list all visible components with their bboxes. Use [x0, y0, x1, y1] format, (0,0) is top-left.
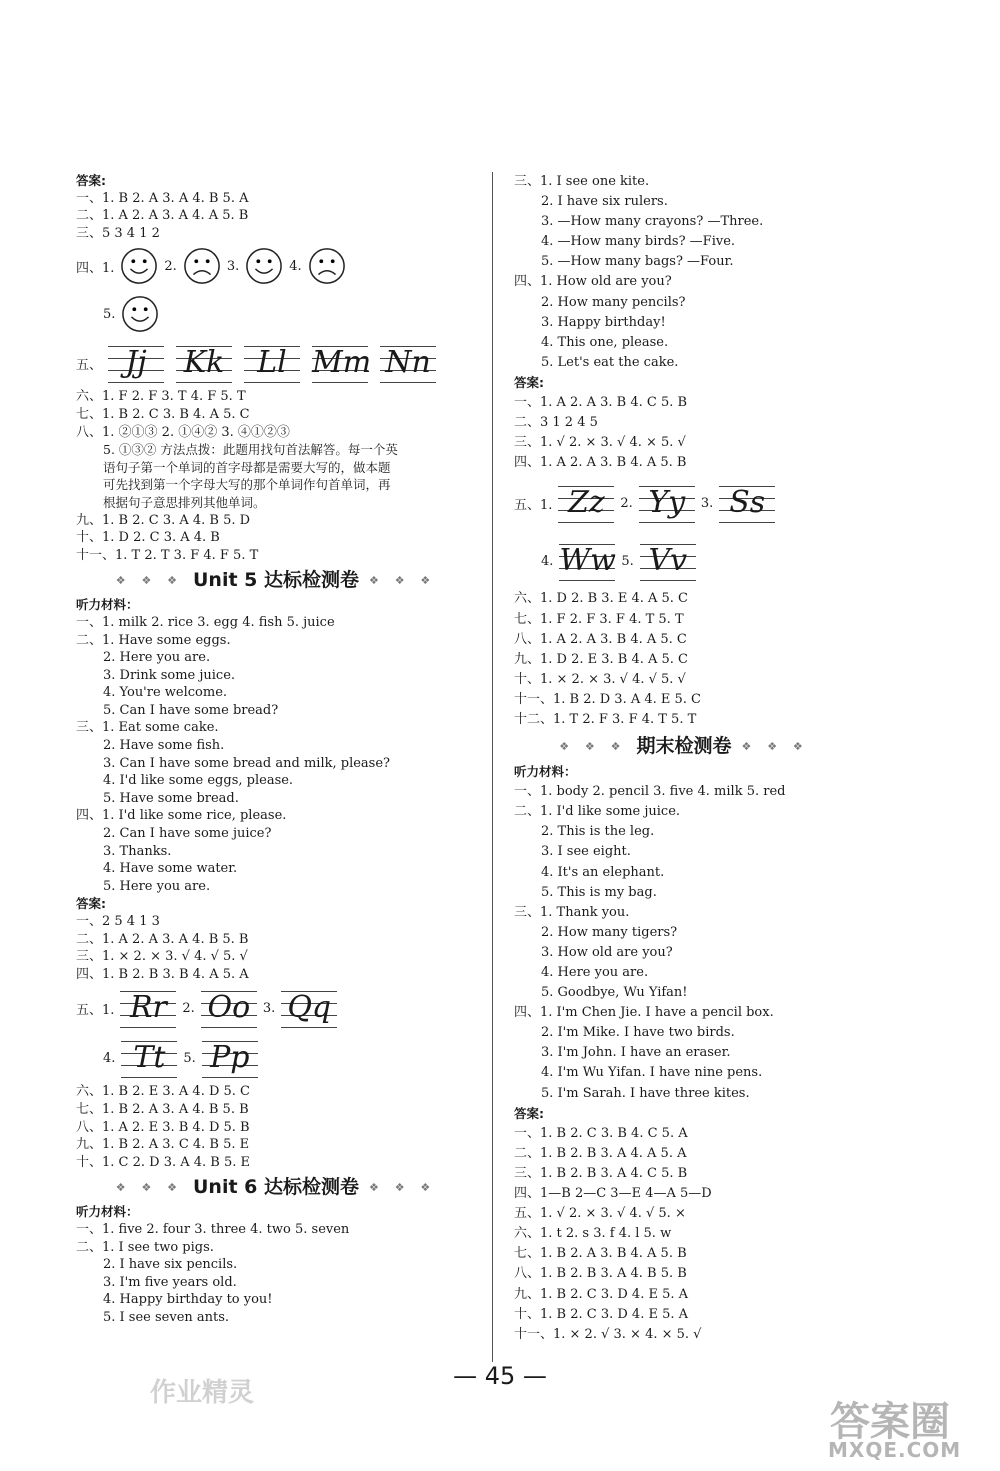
handwritten-letters [719, 482, 775, 524]
question-number: 5. [621, 553, 634, 569]
script-line: 三、1. Eat some cake. [76, 720, 219, 736]
smiley-face-icon [120, 247, 158, 285]
answer-line: 一、1. B 2. A 3. A 4. B 5. A [76, 190, 249, 206]
answer-line: 七、1. B 2. A 3. B 4. A 5. B [514, 1246, 687, 1262]
script-line: 3. Thanks. [103, 843, 172, 859]
script-line: 4. It's an elephant. [541, 864, 665, 880]
answer-line: 四、1—B 2—C 3—E 4—A 5—D [514, 1186, 712, 1202]
question-number: 3. [262, 1000, 276, 1016]
handwriting-row [514, 533, 854, 589]
answer-line: 十一、1. T 2. T 3. F 4. F 5. T [76, 547, 259, 563]
script-line: 四、1. I'm Chen Jie. I have a pencil box. [514, 1005, 774, 1021]
watermark-url: MXQE.COM [828, 1438, 962, 1462]
answer-line: 九、1. B 2. C 3. D 4. E 5. A [514, 1286, 689, 1302]
answers-heading: 答案: [76, 896, 106, 912]
question-number: 五、1. [76, 1002, 115, 1018]
answer-line: 十一、1. × 2. √ 3. × 4. × 5. √ [514, 1326, 702, 1342]
answer-line: 语句子第一个单词的首字母都是需要大写的，做本题 [103, 459, 391, 475]
script-line: 2. I'm Mike. I have two birds. [541, 1025, 735, 1041]
question-number: 4. [289, 258, 302, 274]
script-line: 4. I'd like some eggs, please. [103, 773, 294, 789]
answer-line: 五、1. √ 2. × 3. √ 4. √ 5. × [514, 1206, 686, 1222]
script-line: 四、1. How old are you? [514, 274, 672, 290]
handwritten-letters [202, 1037, 258, 1079]
script-line: 4. Here you are. [541, 965, 649, 980]
script-line: 5. Goodbye, Wu Yifan! [541, 985, 688, 1001]
answer-line: 5. ①③② 方法点拨：此题用找句首法解答。每一个英 [103, 442, 398, 458]
handwriting-row [76, 1033, 476, 1083]
letter-pair: Tt [133, 1040, 166, 1076]
script-line: 5. I see seven ants. [103, 1309, 230, 1325]
script-line: 3. Happy birthday! [541, 314, 666, 330]
answer-line: 八、1. A 2. E 3. B 4. D 5. B [76, 1119, 250, 1135]
handwriting-row [76, 338, 476, 388]
answer-line: 二、1. A 2. A 3. A 4. A 5. B [76, 208, 249, 224]
listening-heading: 听力材料： [514, 764, 577, 780]
listening-heading: 听力材料： [76, 597, 139, 613]
letter-pair: Kk [183, 345, 225, 381]
handwritten-letters [640, 540, 696, 582]
answer-line: 八、1. A 2. A 3. B 4. A 5. C [514, 631, 687, 647]
handwritten-letters [201, 987, 257, 1029]
answer-line: 一、1. B 2. C 3. B 4. C 5. A [514, 1125, 688, 1141]
answer-line: 七、1. B 2. A 3. A 4. B 5. B [76, 1101, 249, 1117]
answer-line: 三、1. × 2. × 3. √ 4. √ 5. √ [76, 949, 248, 965]
script-line: 2. How many pencils? [541, 294, 686, 310]
letter-pair: Jj [125, 345, 147, 381]
script-line: 一、1. five 2. four 3. three 4. two 5. seven [76, 1221, 350, 1237]
faces-row [76, 242, 476, 290]
handwritten-letters [244, 342, 300, 384]
answer-line: 一、2 5 4 1 3 [76, 914, 160, 929]
question-number: 2. [164, 258, 177, 274]
watermark-logo: 答案圈 [830, 1399, 950, 1445]
answer-line: 十一、1. B 2. D 3. A 4. E 5. C [514, 691, 702, 707]
handwritten-letters [120, 987, 176, 1029]
question-number: 2. [182, 1000, 195, 1016]
faces-row [76, 290, 476, 338]
letter-pair: Vv [648, 543, 688, 579]
question-number: 四、1. [76, 260, 115, 276]
answer-line: 八、1. ②①③ 2. ①④② 3. ④①②③ [76, 424, 290, 440]
script-line: 2. Have some fish. [103, 738, 225, 754]
script-line: 2. How many tigers? [541, 924, 678, 940]
script-line: 3. Can I have some bread and milk, please? [103, 755, 391, 771]
script-line: 5. Let's eat the cake. [541, 354, 679, 370]
handwritten-letters [312, 342, 372, 384]
answer-line: 七、1. B 2. C 3. B 4. A 5. C [76, 406, 250, 422]
letter-pair: Nn [385, 345, 431, 381]
answer-line: 十、1. D 2. C 3. A 4. B [76, 530, 220, 546]
answer-line: 十、1. × 2. × 3. √ 4. √ 5. √ [514, 671, 686, 687]
question-number: 5. [103, 306, 116, 322]
smiley-face-icon [245, 247, 283, 285]
script-line: 2. This is the leg. [541, 824, 655, 840]
script-line: 2. Can I have some juice? [103, 826, 272, 842]
letter-pair: Yy [648, 485, 686, 521]
script-line: 2. Here you are. [103, 650, 211, 666]
letter-pair: Ll [257, 345, 287, 381]
answer-line: 三、5 3 4 1 2 [76, 225, 160, 241]
handwritten-letters [558, 482, 614, 524]
unit5-heading: ❖ ❖ ❖ Unit 5 达标检测卷 ❖ ❖ ❖ [115, 569, 437, 592]
handwritten-letters [281, 987, 337, 1029]
listening-heading: 听力材料： [76, 1204, 139, 1220]
answer-line: 四、1. B 2. B 3. B 4. A 5. A [76, 966, 249, 982]
script-line: 5. Have some bread. [103, 790, 239, 806]
script-line: 二、1. I'd like some juice. [514, 804, 681, 820]
handwriting-row [514, 473, 854, 533]
letter-pair: Qq [287, 990, 332, 1026]
script-line: 二、1. Have some eggs. [76, 632, 231, 648]
answer-line: 二、1. B 2. B 3. A 4. A 5. A [514, 1145, 687, 1161]
script-line: 4. This one, please. [541, 334, 669, 350]
script-line: 5. Here you are. [103, 878, 211, 894]
final-exam-heading: ❖ ❖ ❖ 期末检测卷 ❖ ❖ ❖ [559, 735, 809, 758]
answer-line: 九、1. B 2. C 3. A 4. B 5. D [76, 512, 251, 528]
right-column [514, 172, 854, 1345]
script-line: 3. I'm John. I have an eraser. [541, 1045, 731, 1061]
letter-pair: Pp [210, 1040, 250, 1076]
watermark-left: 作业精灵 [150, 1378, 255, 1408]
letter-pair: Rr [129, 990, 167, 1026]
script-line: 一、1. body 2. pencil 3. five 4. milk 5. red [514, 784, 786, 800]
answer-line: 二、1. A 2. A 3. A 4. B 5. B [76, 931, 249, 947]
script-line: 4. Have some water. [103, 861, 238, 877]
script-line: 5. I'm Sarah. I have three kites. [541, 1085, 750, 1101]
question-number: 3. [226, 258, 240, 274]
letter-pair: Zz [568, 485, 605, 521]
answer-line: 一、1. A 2. A 3. B 4. C 5. B [514, 395, 688, 411]
page-number: — 45 — [453, 1362, 547, 1390]
script-line: 2. I have six pencils. [103, 1257, 238, 1273]
section-title: Unit 5 达标检测卷 [193, 569, 359, 592]
question-number: 4. [103, 1050, 116, 1066]
script-line: 3. —How many crayons? —Three. [541, 214, 764, 230]
answer-line: 三、1. √ 2. × 3. √ 4. × 5. √ [514, 435, 686, 451]
handwriting-row [76, 983, 476, 1033]
answer-line: 四、1. A 2. A 3. B 4. A 5. B [514, 455, 687, 471]
script-line: 2. I have six rulers. [541, 194, 668, 210]
script-line: 5. —How many bags? —Four. [541, 254, 734, 270]
letter-pair: Ww [559, 543, 616, 579]
answer-line: 六、1. B 2. E 3. A 4. D 5. C [76, 1084, 251, 1100]
script-line: 三、1. I see one kite. [514, 174, 650, 189]
sad-face-icon [183, 247, 221, 285]
answer-line: 六、1. D 2. B 3. E 4. A 5. C [514, 591, 689, 607]
question-number: 5. [183, 1050, 196, 1066]
script-line: 4. Happy birthday to you! [103, 1292, 273, 1308]
script-line: 3. How old are you? [541, 944, 673, 960]
column-divider [492, 172, 493, 1362]
question-number: 3. [700, 495, 714, 511]
script-line: 四、1. I'd like some rice, please. [76, 808, 287, 824]
script-line: 4. —How many birds? —Five. [541, 234, 736, 250]
answers-heading: 答案: [514, 1105, 544, 1121]
script-line: 3. I'm five years old. [103, 1274, 237, 1290]
script-line: 5. Can I have some bread? [103, 702, 279, 718]
script-line: 4. I'm Wu Yifan. I have nine pens. [541, 1065, 763, 1081]
answer-line: 十二、1. T 2. F 3. F 4. T 5. T [514, 711, 697, 727]
section-title: 期末检测卷 [636, 735, 732, 758]
letter-pair: Oo [207, 990, 251, 1026]
section-title: Unit 6 达标检测卷 [193, 1176, 359, 1199]
script-line: 二、1. I see two pigs. [76, 1239, 214, 1255]
left-column [76, 172, 476, 1327]
script-line: 一、1. milk 2. rice 3. egg 4. fish 5. juice [76, 614, 335, 630]
answer-line: 根据句子意思排列其他单词。 [103, 494, 266, 510]
answer-line: 十、1. C 2. D 3. A 4. B 5. E [76, 1154, 251, 1170]
question-number: 五、 [76, 357, 103, 373]
answer-line: 二、3 1 2 4 5 [514, 415, 598, 431]
answer-line: 七、1. F 2. F 3. F 4. T 5. T [514, 611, 684, 627]
answer-line: 八、1. B 2. B 3. A 4. B 5. B [514, 1266, 687, 1282]
question-number: 4. [541, 553, 554, 569]
answers-heading: 答案: [76, 173, 106, 188]
script-line: 三、1. Thank you. [514, 904, 630, 920]
handwritten-letters [380, 342, 436, 384]
question-number: 2. [620, 495, 633, 511]
script-line: 4. You're welcome. [103, 685, 228, 701]
sad-face-icon [308, 247, 346, 285]
handwritten-letters [639, 482, 695, 524]
script-line: 3. Drink some juice. [103, 667, 236, 683]
answers-heading: 答案: [514, 374, 544, 390]
answer-line: 十、1. B 2. C 3. D 4. E 5. A [514, 1306, 689, 1322]
handwritten-letters [559, 540, 615, 582]
letter-pair: Ss [729, 485, 766, 521]
handwritten-letters [121, 1037, 177, 1079]
answer-line: 可先找到第一个字母大写的那个单词作句首单词，再 [103, 477, 391, 493]
smiley-face-icon [121, 295, 159, 333]
handwritten-letters [108, 342, 164, 384]
answer-line: 六、1. F 2. F 3. T 4. F 5. T [76, 389, 246, 405]
handwritten-letters [176, 342, 232, 384]
letter-pair: Mm [312, 345, 372, 381]
unit6-heading: ❖ ❖ ❖ Unit 6 达标检测卷 ❖ ❖ ❖ [115, 1176, 437, 1199]
question-number: 五、1. [514, 497, 553, 513]
answer-line: 六、1. t 2. s 3. f 4. l 5. w [514, 1226, 672, 1242]
script-line: 3. I see eight. [541, 844, 631, 860]
answer-line: 三、1. B 2. B 3. A 4. C 5. B [514, 1165, 688, 1181]
answer-line: 九、1. B 2. A 3. C 4. B 5. E [76, 1137, 250, 1153]
script-line: 5. This is my bag. [541, 884, 657, 900]
answer-line: 九、1. D 2. E 3. B 4. A 5. C [514, 651, 689, 667]
